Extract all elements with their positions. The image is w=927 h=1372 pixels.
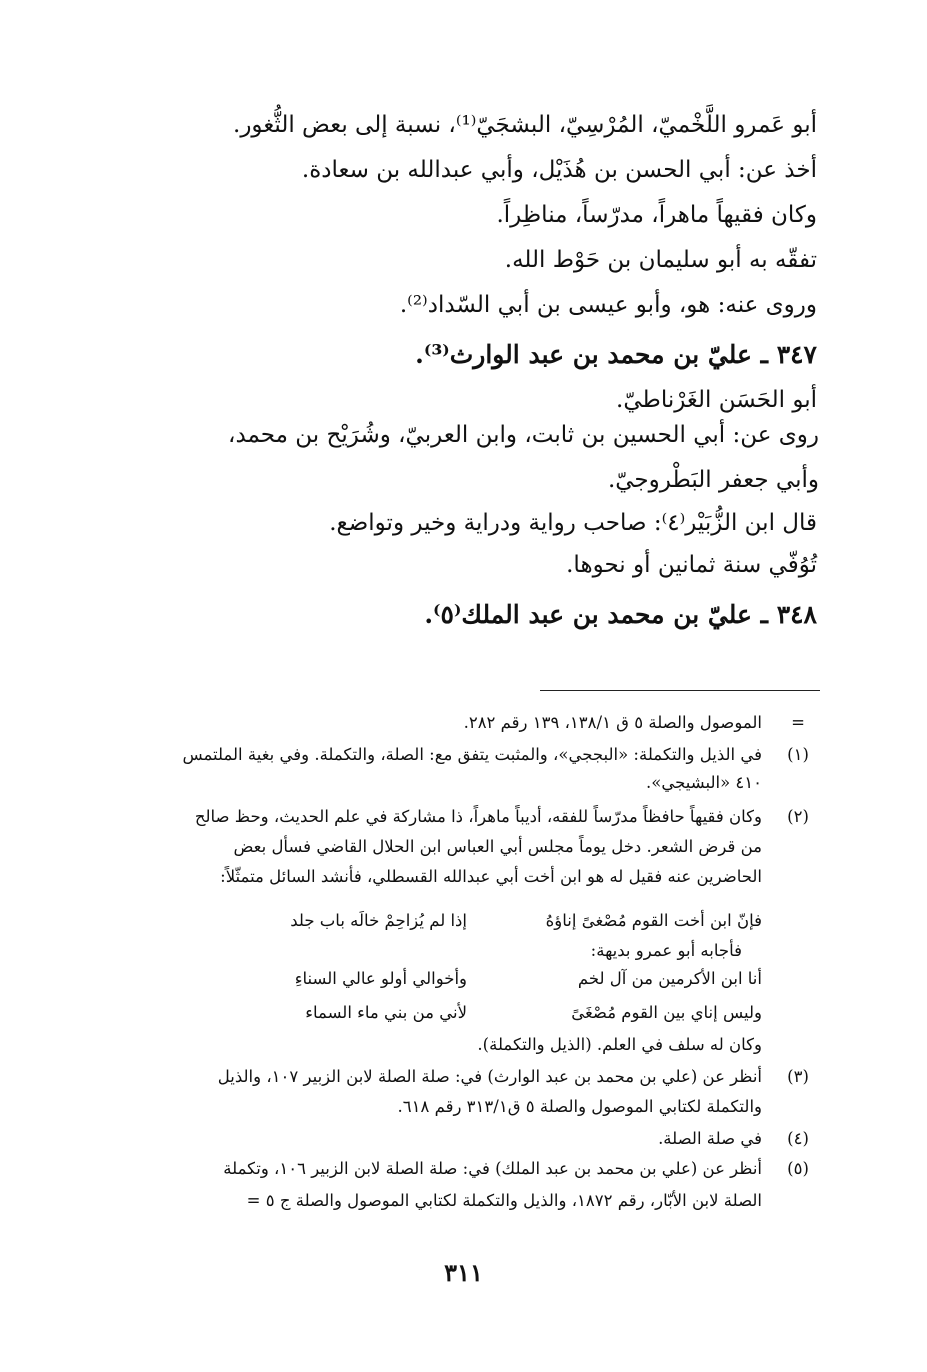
- footnote-divider: [540, 690, 820, 691]
- verse-hemistich: وليس إناي بين القوم مُصْغَىً: [571, 1003, 762, 1022]
- page-number: ٣١١: [444, 1258, 483, 1287]
- body-line: أبو الحَسَن الغَرْناطيّ.: [616, 387, 817, 413]
- footnote-line: وكان له سلف في العلم. (الذيل والتكملة).: [477, 1035, 762, 1054]
- entry-heading: ٣٤٨ ـ عليّ بن محمد بن عبد الملك⁽٥⁾.: [424, 600, 817, 629]
- footnote-line: أنظر عن (علي بن محمد بن عبد الوارث) في: صلة الصلة لابن الزبير ١٠٧، والذيل: [217, 1067, 762, 1086]
- footnote-line: وكان فقيهاً حافظاً مدرّساً للفقه، أديباً ماهراً، ذا مشاركة في علم الحديث، وحظ صالح: [194, 807, 762, 826]
- footnote-line: من قرض الشعر. دخل يوماً مجلس أبي العباس ابن الحلال القاضي فسأل بعض: [233, 837, 762, 856]
- entry-heading: ٣٤٧ ـ عليّ بن محمد بن عبد الوارث⁽³⁾.: [415, 340, 817, 369]
- footnote-line: الموصول والصلة ٥ ق ١٣٨/١، ١٣٩ رقم ٢٨٢.: [463, 713, 762, 732]
- body-line: تفقّه به أبو سليمان بن حَوْط الله.: [504, 247, 817, 273]
- footnote-line: والتكملة لكتابي الموصول والصلة ٥ ق٣١٣/١ رقم ٦١٨.: [397, 1097, 762, 1116]
- footnote-line: في صلة الصلة.: [658, 1129, 762, 1148]
- footnote-line: الحاضرين عنه فقيل له هو ابن أخت أبي عبدالله القسطلي، فأنشد السائل متمثّلاً:: [220, 867, 762, 886]
- verse-hemistich: لأني من بني ماء السماء: [305, 1003, 467, 1022]
- verse-hemistich: وأخوالي أولو عالي السناءِ: [294, 969, 467, 988]
- verse-hemistich: فإنّ ابن أخت القوم مُصْغىً إناؤهُ: [545, 911, 762, 930]
- body-line: قال ابن الزُّبَيْر⁽٤⁾: صاحب رواية ودراية وخير وتواضع.: [329, 510, 817, 536]
- footnote-line: ٤١٠ «البشيجي».: [646, 773, 762, 792]
- footnote-line: أنظر عن (علي بن محمد بن عبد الملك) في: صلة الصلة لابن الزبير ١٠٦، وتكملة: [223, 1159, 762, 1178]
- body-line: روى عن: أبي الحسين بن ثابت، وابن العربيّ، وشُرَيْح بن محمد،: [228, 422, 819, 448]
- verse-intro: فأجابه أبو عمرو بديهة:: [590, 941, 742, 960]
- verse-hemistich: إذا لم يُزاحِمْ خالَه باب جلد: [290, 911, 467, 930]
- body-line: وروى عنه: هو، وأبو عيسى بن أبي السّداد⁽²⁾.: [399, 292, 817, 318]
- body-line: تُوُفّي سنة ثمانين أو نحوها.: [566, 552, 817, 578]
- footnote-marker: =: [791, 713, 805, 732]
- body-line: أخذ عن: أبي الحسن بن هُذَيْل، وأبي عبدالله بن سعادة.: [301, 157, 817, 183]
- footnote-marker: (٣): [787, 1067, 809, 1086]
- footnote-line: الصلة لابن الأبّار، رقم ١٨٧٢، والذيل والتكملة لكتابي الموصول والصلة ج ٥ =: [246, 1191, 762, 1210]
- footnote-marker: (٥): [787, 1159, 809, 1178]
- body-line: وكان فقيهاً ماهراً، مدرّساً، مناظِراً.: [496, 202, 817, 228]
- footnote-marker: (٢): [787, 807, 809, 826]
- footnote-line: في الذيل والتكملة: «البججي»، والمثبت يتفق مع: الصلة، والتكملة. وفي بغية الملتمس: [182, 745, 762, 764]
- verse-hemistich: أنا ابن الأكرمين من آل لخم: [577, 969, 762, 988]
- body-line: أبو عَمرو اللَّخْميّ، المُرْسِيّ، البشجَيّ⁽¹⁾، نسبة إلى بعض الثُّغور.: [233, 112, 817, 138]
- footnote-marker: (١): [787, 745, 809, 764]
- body-line: وأبي جعفر البَطْروجيّ.: [607, 467, 819, 493]
- footnote-marker: (٤): [787, 1129, 809, 1148]
